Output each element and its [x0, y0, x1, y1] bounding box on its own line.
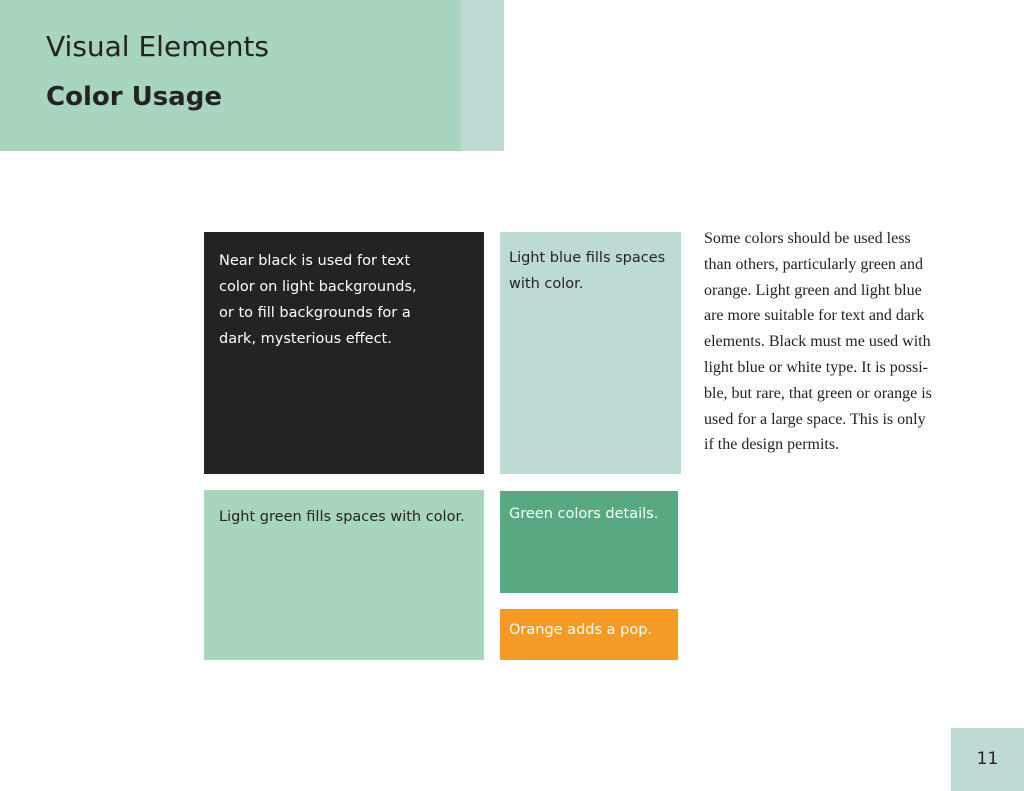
swatch-light-blue — [500, 232, 681, 474]
body-line: used for a large space. This is only — [704, 410, 926, 428]
body-line: ble, but rare, that green or orange is — [704, 384, 932, 402]
page-number: 11 — [976, 749, 999, 769]
swatch-near-black-line: Near black is used for text — [219, 253, 411, 269]
header-accent-bar — [461, 0, 504, 151]
swatch-near-black-text — [219, 248, 469, 352]
swatch-near-black — [204, 232, 484, 474]
swatch-light-blue-line: Light blue fills spaces — [509, 250, 666, 266]
page-number-box — [951, 728, 1024, 791]
swatch-green — [500, 491, 678, 593]
body-line: light blue or white type. It is possi- — [704, 358, 928, 376]
page-title: Color Usage — [46, 82, 222, 112]
header-banner — [0, 0, 461, 151]
body-line: are more suitable for text and dark — [704, 307, 925, 325]
body-line: elements. Black must me used with — [704, 333, 931, 351]
swatch-near-black-line: or to fill backgrounds for a — [219, 305, 411, 321]
body-line: Some colors should be used less — [704, 230, 911, 247]
section-title: Visual Elements — [46, 30, 270, 63]
swatch-near-black-line: color on light backgrounds, — [219, 279, 417, 295]
body-line: orange. Light green and light blue — [704, 281, 922, 299]
swatch-orange — [500, 609, 678, 660]
body-line: if the design permits. — [704, 436, 840, 454]
body-paragraph — [704, 226, 954, 458]
swatch-orange-text: Orange adds a pop. — [509, 622, 653, 638]
swatch-light-blue-text — [509, 245, 674, 297]
body-line: than others, particularly green and — [704, 255, 924, 273]
swatch-light-green — [204, 490, 484, 660]
swatch-light-blue-line: with color. — [509, 276, 584, 292]
swatch-green-text: Green colors details. — [509, 506, 659, 522]
swatch-light-green-text: Light green fills spaces with color. — [219, 509, 465, 525]
swatch-near-black-line: dark, mysterious effect. — [219, 331, 392, 347]
